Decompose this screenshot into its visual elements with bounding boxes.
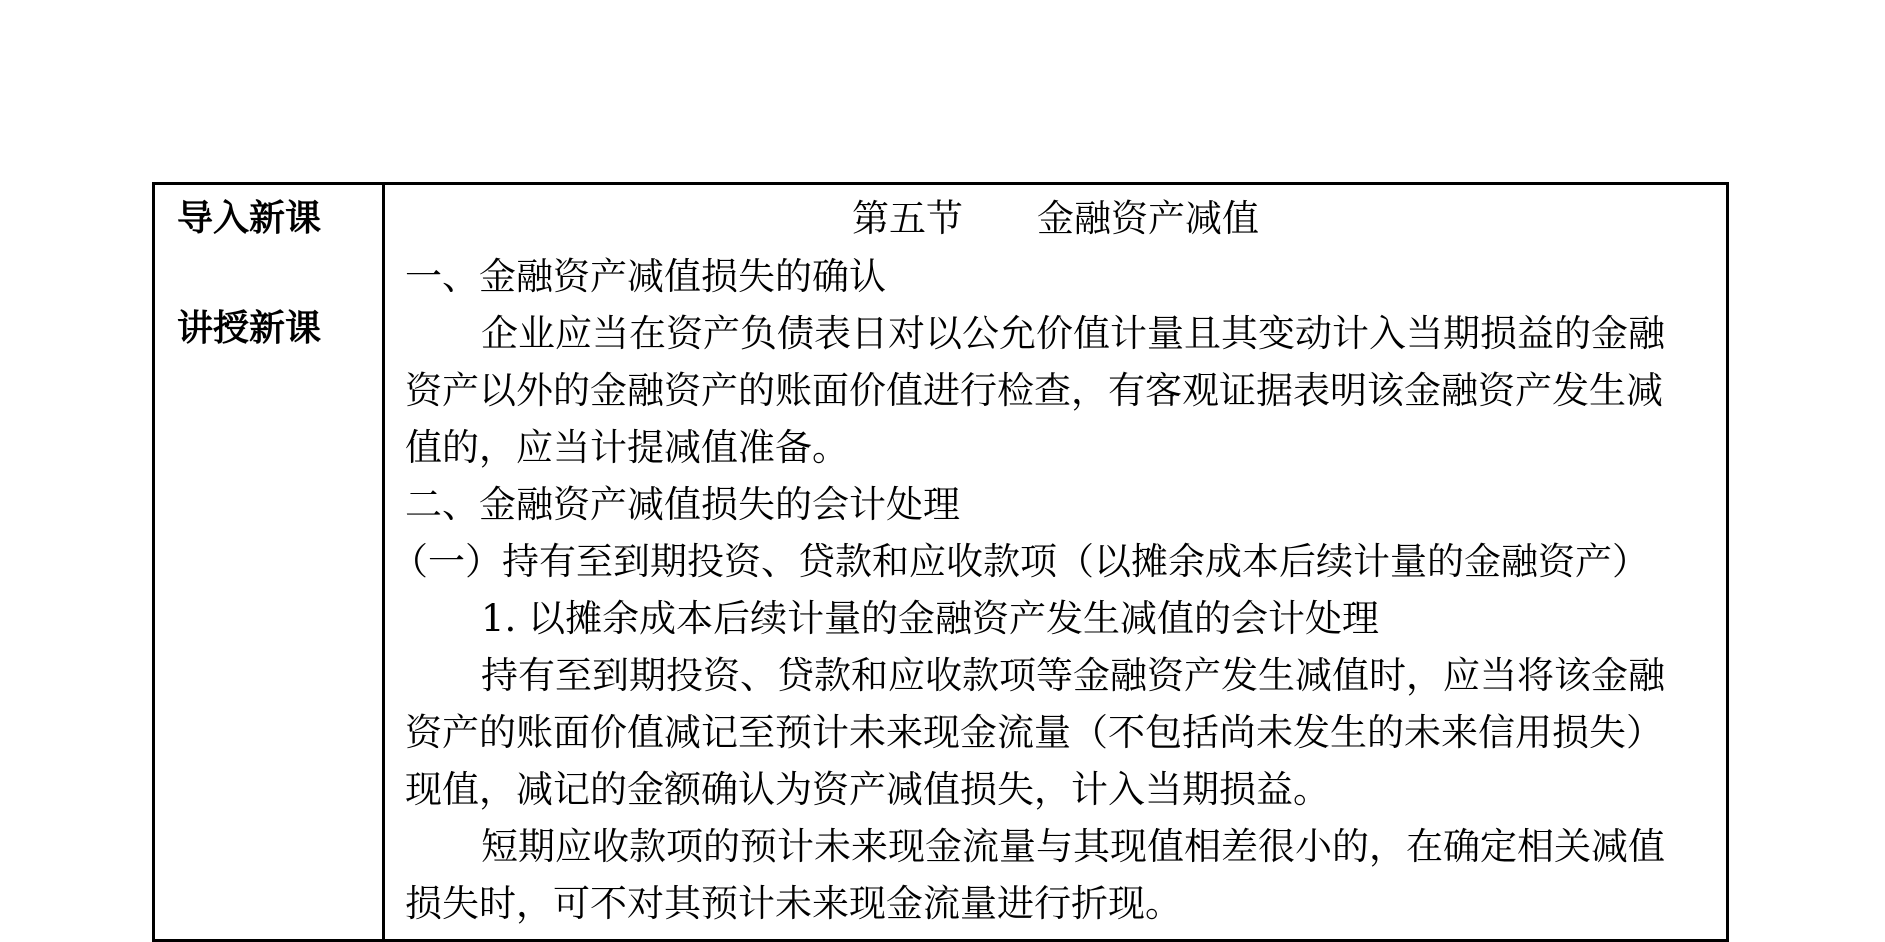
- para-1-line-1: 企业应当在资产负债表日对以公允价值计量且其变动计入当期损益的金融: [481, 312, 1665, 355]
- section-title: 第五节 金融资产减值: [852, 197, 1259, 240]
- lesson-table: [152, 182, 1729, 942]
- heading-2: 二、金融资产减值损失的会计处理: [405, 483, 960, 526]
- lesson-content-column: [385, 185, 1726, 939]
- para-1-line-2: 资产以外的金融资产的账面价值进行检查，有客观证据表明该金融资产发生减: [405, 369, 1663, 412]
- para-2-line-1: 持有至到期投资、贷款和应收款项等金融资产发生减值时，应当将该金融: [481, 654, 1665, 697]
- heading-1: 一、金融资产减值损失的确认: [405, 255, 886, 298]
- lesson-stage-column: [155, 185, 385, 939]
- para-1-line-3: 值的，应当计提减值准备。: [405, 426, 849, 469]
- para-2-line-2: 资产的账面价值减记至预计未来现金流量（不包括尚未发生的未来信用损失）: [405, 711, 1663, 754]
- para-3-line-2: 损失时，可不对其预计未来现金流量进行折现。: [405, 882, 1182, 925]
- subheading-1: （一）持有至到期投资、贷款和应收款项（以摊余成本后续计量的金融资产）: [391, 540, 1649, 583]
- item-1: 1. 以摊余成本后续计量的金融资产发生减值的会计处理: [481, 597, 1380, 640]
- teach-label: 讲授新课: [177, 308, 322, 349]
- para-3-line-1: 短期应收款项的预计未来现金流量与其现值相差很小的，在确定相关减值: [481, 825, 1665, 868]
- intro-label: 导入新课: [177, 198, 322, 239]
- para-2-line-3: 现值，减记的金额确认为资产减值损失，计入当期损益。: [405, 768, 1330, 811]
